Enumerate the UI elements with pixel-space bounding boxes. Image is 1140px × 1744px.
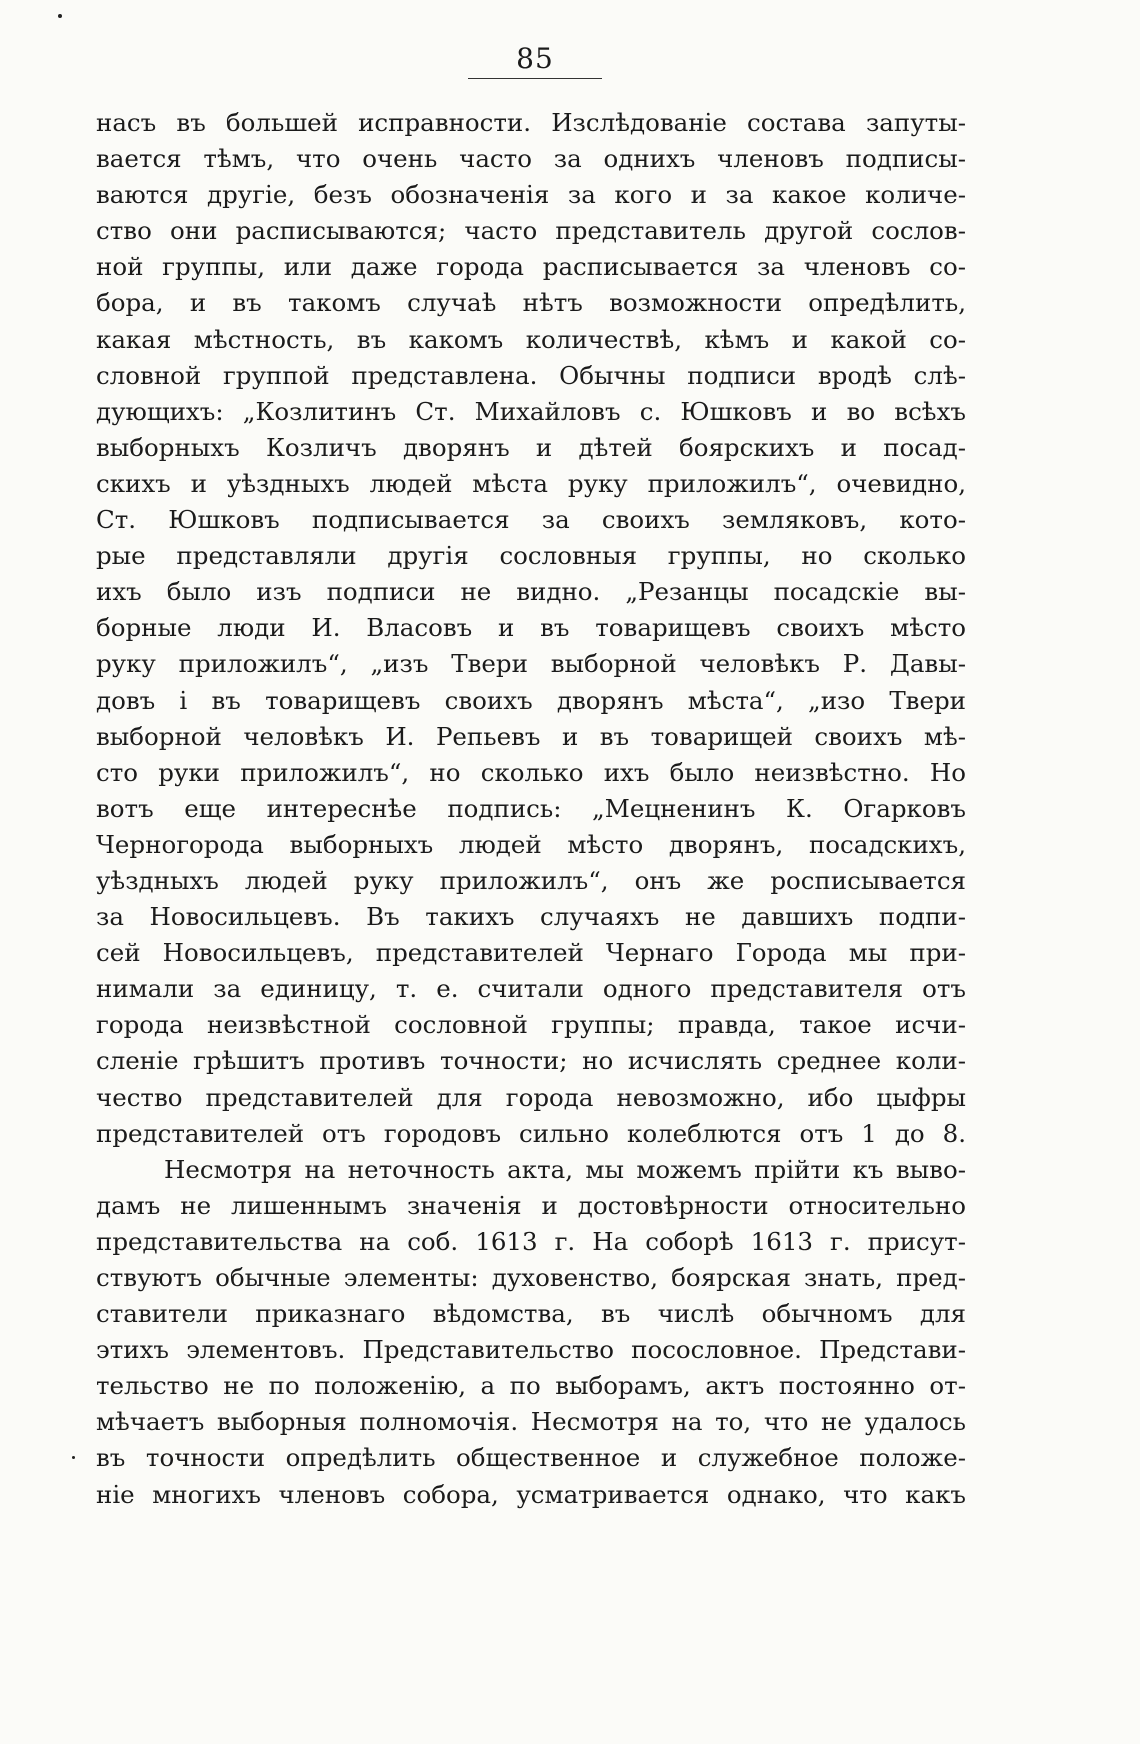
- text-line: руку приложилъ“, „изъ Твери выборной человѣкъ Р. Давы-: [96, 649, 966, 679]
- text-line: ніе многихъ членовъ собора, усматривается однако, что какъ: [96, 1479, 966, 1509]
- text-line: сей Новосильцевъ, представителей Чернаго Города мы при-: [96, 938, 966, 968]
- text-line: довъ і въ товарищевъ своихъ дворянъ мѣста“, „изо Твери: [96, 685, 966, 715]
- text-line: мѣчаетъ выборныя полномочія. Несмотря на то, что не удалось: [96, 1407, 966, 1437]
- text-line: ставители приказнаго вѣдомства, въ числѣ обычномъ для: [96, 1299, 966, 1329]
- text-line: выборной человѣкъ И. Репьевъ и въ товарищей своихъ мѣ-: [96, 721, 966, 751]
- text-line: нимали за единицу, т. е. считали одного представителя отъ: [96, 974, 966, 1004]
- text-line: ваются другіе, безъ обозначенія за кого и за какое количе-: [96, 180, 966, 210]
- text-line: ствуютъ обычные элементы: духовенство, боярская знать, пред-: [96, 1263, 966, 1292]
- text-line: насъ въ большей исправности. Изслѣдованіе состава запуты-: [96, 108, 966, 137]
- text-line: какая мѣстность, въ какомъ количествѣ, кѣмъ и какой со-: [96, 324, 966, 354]
- text-line: чество представителей для города невозможно, ибо цыфры: [96, 1082, 966, 1112]
- text-line: за Новосильцевъ. Въ такихъ случаяхъ не давшихъ подпи-: [96, 902, 966, 932]
- text-line: бора, и въ такомъ случаѣ нѣтъ возможности опредѣлить,: [96, 288, 966, 318]
- text-line: выборныхъ Козличъ дворянъ и дѣтей боярскихъ и посад-: [96, 432, 966, 462]
- print-speck: [72, 1456, 75, 1459]
- text-line: ихъ было изъ подписи не видно. „Резанцы посадскіе вы-: [96, 577, 966, 607]
- header-rule: [468, 78, 602, 79]
- text-line: въ точности опредѣлить общественное и служебное положе-: [96, 1443, 966, 1473]
- text-line: дамъ не лишеннымъ значенія и достовѣрности относительно: [96, 1190, 966, 1220]
- text-line: дующихъ: „Козлитинъ Ст. Михайловъ с. Юшковъ и во всѣхъ: [96, 396, 966, 426]
- text-line: этихъ элементовъ. Представительство посословное. Представи-: [96, 1335, 966, 1365]
- text-line: представительства на соб. 1613 г. На соборѣ 1613 г. присут-: [96, 1226, 966, 1256]
- text-line: Ст. Юшковъ подписывается за своихъ земляковъ, кото-: [96, 505, 966, 535]
- text-line: вотъ еще интереснѣе подпись: „Мецненинъ К. Огарковъ: [96, 793, 966, 823]
- text-line: вается тѣмъ, что очень часто за однихъ членовъ подписы-: [96, 144, 966, 174]
- text-line: борные люди И. Власовъ и въ товарищевъ своихъ мѣсто: [96, 613, 966, 643]
- text-line: представителей отъ городовъ сильно колеблются отъ 1 до 8.: [96, 1118, 966, 1148]
- text-line: скихъ и уѣздныхъ людей мѣста руку приложилъ“, очевидно,: [96, 468, 966, 498]
- text-line: Черногорода выборныхъ людей мѣсто дворянъ, посадскихъ,: [96, 829, 966, 859]
- text-line: ной группы, или даже города расписывается за членовъ со-: [96, 252, 966, 282]
- page-number: 85: [516, 42, 554, 75]
- paragraph-first-line: Несмотря на неточность акта, мы можемъ прійти къ выво-: [164, 1154, 966, 1184]
- text-line: ство они расписываются; часто представитель другой сослов-: [96, 216, 966, 246]
- text-line: сто руки приложилъ“, но сколько ихъ было неизвѣстно. Но: [96, 757, 966, 787]
- text-line: сленіе грѣшитъ противъ точности; но исчислять среднее коли-: [96, 1046, 966, 1076]
- text-line: уѣздныхъ людей руку приложилъ“, онъ же росписывается: [96, 865, 966, 895]
- text-line: рые представляли другія сословныя группы, но сколько: [96, 541, 966, 571]
- text-line: тельство не по положенію, а по выборамъ, актъ постоянно от-: [96, 1371, 966, 1401]
- text-line: города неизвѣстной сословной группы; правда, такое исчи-: [96, 1010, 966, 1040]
- text-line: словной группой представлена. Обычны подписи вродѣ слѣ-: [96, 360, 966, 390]
- print-speck: [58, 14, 62, 18]
- body-text: [96, 105, 966, 1513]
